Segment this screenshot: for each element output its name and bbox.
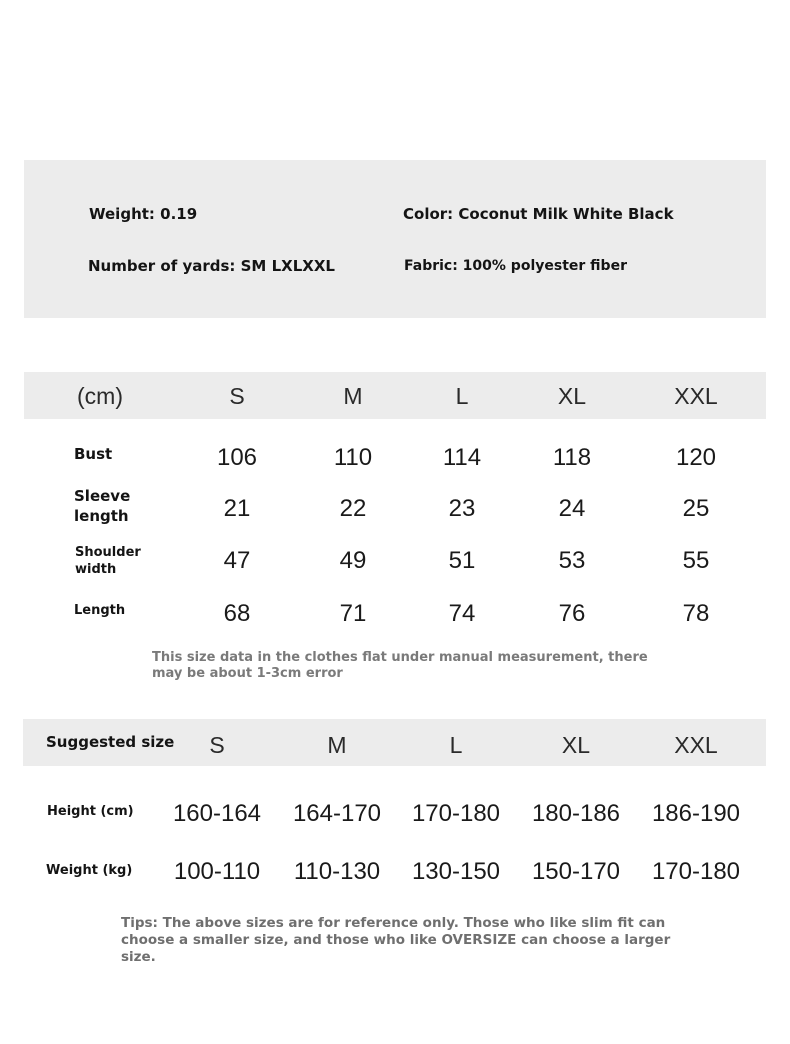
table-cell: 49 — [339, 547, 367, 574]
suggest-size-xxl: XXL — [674, 732, 718, 758]
row-label-shoulder-width: Shoulder width — [75, 545, 141, 577]
product-info-panel — [24, 160, 766, 318]
table-cell: 51 — [448, 547, 476, 574]
row-label-bust: Bust — [74, 445, 113, 463]
table-cell: 74 — [448, 600, 476, 627]
table-cell: 78 — [682, 600, 710, 627]
size-header-m: M — [343, 383, 363, 409]
table-cell: 22 — [339, 495, 367, 522]
table-cell: 164-170 — [292, 800, 382, 827]
table-cell: 23 — [448, 495, 476, 522]
table-cell: 120 — [675, 444, 717, 471]
fabric-info: Fabric: 100% polyester fiber — [404, 258, 627, 274]
size-header-xxl: XXL — [674, 383, 718, 409]
table-cell: 106 — [216, 444, 258, 471]
suggested-size-label: Suggested size — [46, 733, 175, 751]
color-info: Color: Coconut Milk White Black — [403, 205, 674, 223]
table-cell: 100-110 — [173, 858, 261, 885]
suggest-size-m: M — [327, 732, 347, 758]
weight-info: Weight: 0.19 — [89, 205, 198, 223]
table-cell: 55 — [682, 547, 710, 574]
suggest-size-l: L — [449, 732, 463, 758]
row-label-sleeve-length: Sleeve length — [74, 487, 131, 525]
table-cell: 76 — [558, 600, 586, 627]
table-cell: 24 — [558, 495, 586, 522]
size-tips: Tips: The above sizes are for reference only. Those who like slim fit can choose a smaller size, and those who like OVERSIZE can choose a larger size. — [121, 915, 671, 965]
table-cell: 21 — [223, 495, 251, 522]
table-cell: 118 — [552, 444, 592, 471]
table-cell: 186-190 — [651, 800, 741, 827]
table-cell: 160-164 — [172, 800, 262, 827]
table-cell: 170-180 — [411, 800, 501, 827]
size-header-l: L — [455, 383, 469, 409]
table-cell: 53 — [558, 547, 586, 574]
size-header-xl: XL — [557, 383, 587, 409]
table-cell: 180-186 — [531, 800, 621, 827]
unit-label: (cm) — [77, 383, 123, 409]
size-header-s: S — [229, 383, 245, 409]
table-cell: 47 — [223, 547, 251, 574]
table-cell: 68 — [223, 600, 251, 627]
table-cell: 110 — [333, 444, 373, 471]
suggest-size-s: S — [209, 732, 225, 758]
suggest-size-xl: XL — [561, 732, 591, 758]
row-label-weight: Weight (kg) — [46, 863, 133, 878]
table-cell: 114 — [442, 444, 482, 471]
row-label-length: Length — [74, 603, 126, 618]
yards-info: Number of yards: SM LXLXXL — [88, 257, 335, 275]
measurement-note: This size data in the clothes flat under manual measurement, there may be about 1-3cm error — [152, 650, 648, 681]
table-cell: 71 — [339, 600, 367, 627]
table-cell: 110-130 — [293, 858, 381, 885]
table-cell: 170-180 — [651, 858, 741, 885]
table-cell: 150-170 — [531, 858, 621, 885]
table-cell: 25 — [682, 495, 710, 522]
row-label-height: Height (cm) — [47, 804, 134, 819]
table-cell: 130-150 — [411, 858, 501, 885]
